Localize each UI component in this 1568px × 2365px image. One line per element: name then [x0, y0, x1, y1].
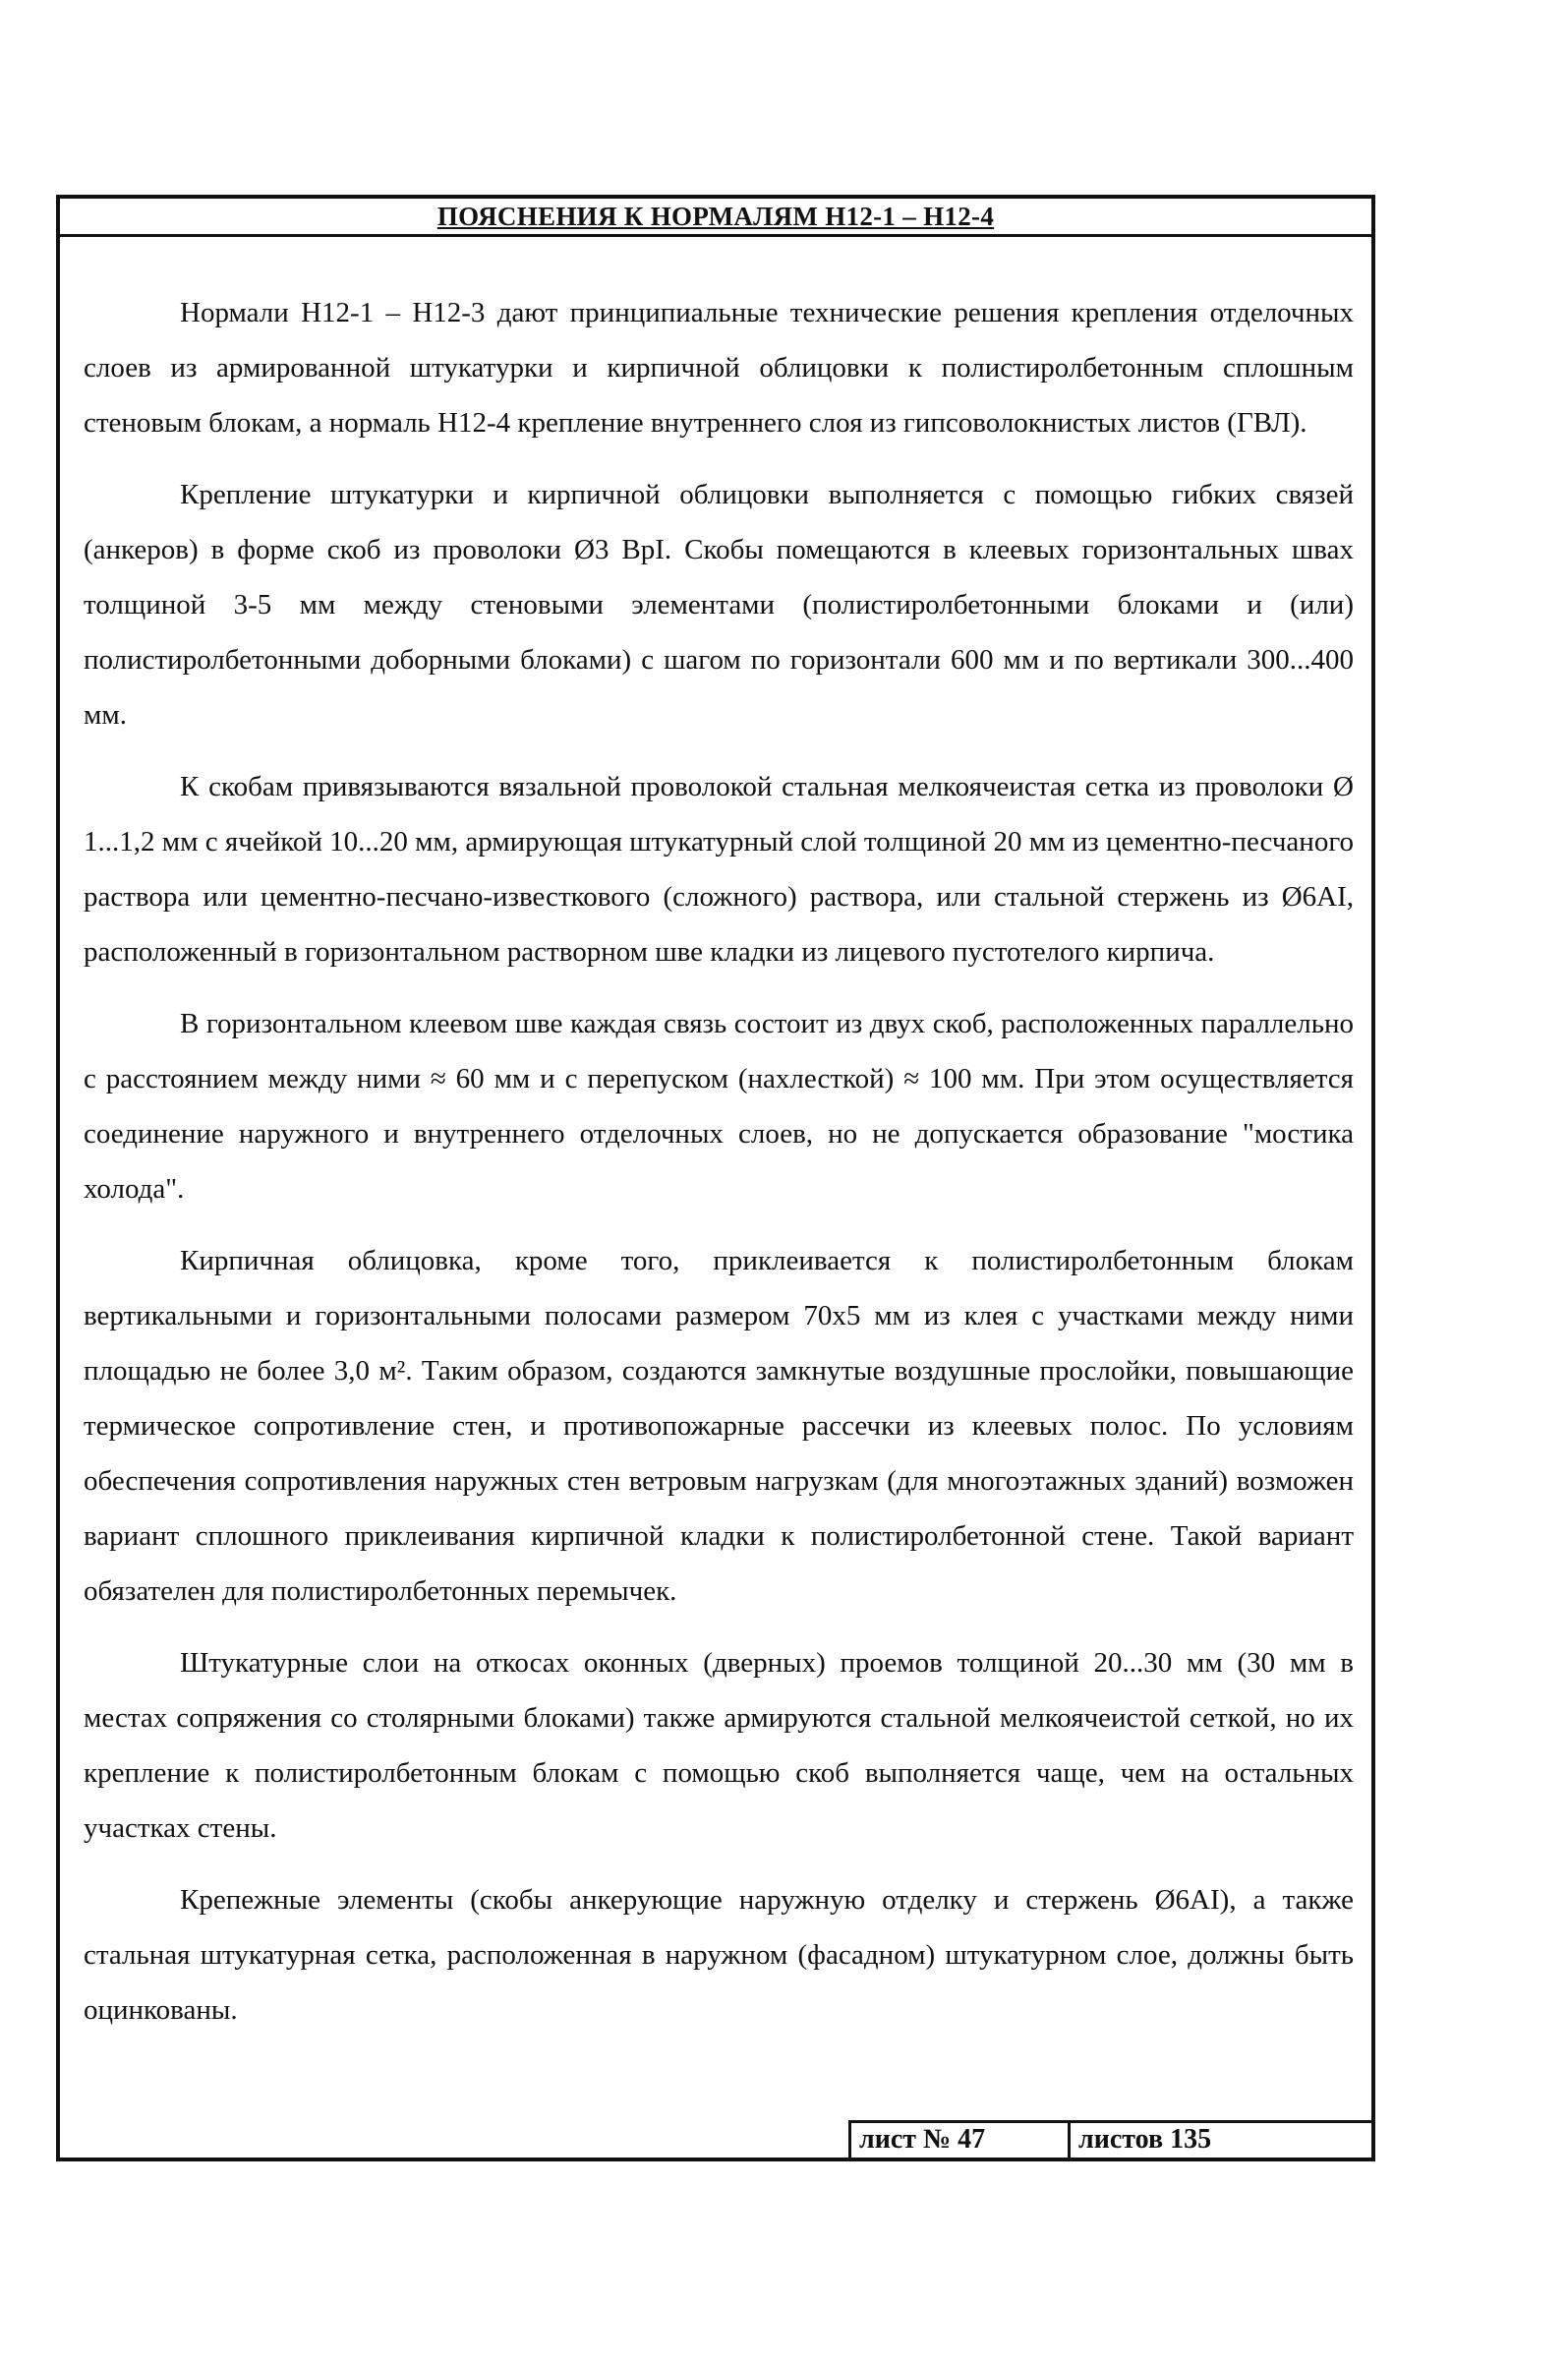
paragraph: К скобам привязываются вязальной проволокой стальная мелкоячеистая сетка из проволоки Ø 1...1,2 мм с ячейкой 10...20 мм, армирующая штукатурный слой толщиной 20 мм из цементно-песчаного раствора или цементно-песчано-известкового (сложного) раствора, или стальной стержень из Ø6АI, расположенный в горизонтальном растворном шве кладки из лицевого пустотелого кирпича.: [84, 771, 1354, 968]
sheet-total: листов 135: [1078, 2124, 1212, 2155]
document-frame: [56, 195, 1375, 2161]
page-title: ПОЯСНЕНИЯ К НОРМАЛЯМ Н12-1 – Н12-4: [436, 202, 995, 231]
paragraph: Штукатурные слои на откосах оконных (дверных) проемов толщиной 20...30 мм (30 мм в местах сопряжения со столярными блоками) также армируются стальной мелкоячеистой сеткой, но их крепление к полистиролбетонным блокам с помощью скоб выполняется чаще, чем на остальных участках стены.: [84, 1647, 1354, 1844]
document-body: [84, 285, 1354, 2054]
paragraph: В горизонтальном клеевом шве каждая связь состоит из двух скоб, расположенных параллельно с расстоянием между ними ≈ 60 мм и с перепуском (нахлесткой) ≈ 100 мм. При этом осуществляется соединение наружного и внутреннего отделочных слоев, но не допускается образование "мостика холода".: [84, 1008, 1354, 1205]
sheet-number: лист № 47: [851, 2123, 1071, 2158]
paragraph: Кирпичная облицовка, кроме того, приклеивается к полистиролбетонным блокам вертикальными и горизонтальными полосами размером 70х5 мм из клея с участками между ними площадью не более 3,0 м². Таким образом, создаются замкнутые воздушные прослойки, повышающие термическое сопротивление стен, и противопожарные рассечки из клеевых полос. По условиям обеспечения сопротивления наружных стен ветровым нагрузкам (для многоэтажных зданий) возможен вариант сплошного приклеивания кирпичной кладки к полистиролбетонной стене. Такой вариант обязателен для полистиролбетонных перемычек.: [84, 1245, 1354, 1607]
paragraph: Крепление штукатурки и кирпичной облицовки выполняется с помощью гибких связей (анкеров) в форме скоб из проволоки Ø3 ВрI. Скобы помещаются в клеевых горизонтальных швах толщиной 3-5 мм между стеновыми элементами (полистиролбетонными блоками и (или) полистиролбетонными доборными блоками) с шагом по горизонтали 600 мм и по вертикали 300...400 мм.: [84, 479, 1354, 731]
paragraph: Нормали Н12-1 – Н12-3 дают принципиальные технические решения крепления отделочных слоев из армированной штукатурки и кирпичной облицовки к полистиролбетонным сплошным стеновым блокам, а нормаль Н12-4 крепление внутреннего слоя из гипсоволокнистых листов (ГВЛ).: [84, 297, 1354, 439]
title-block: [848, 2120, 1371, 2158]
header-bar: [60, 199, 1371, 237]
paragraph: Крепежные элементы (скобы анкерующие наружную отделку и стержень Ø6АI), а также стальная штукатурная сетка, расположенная в наружном (фасадном) штукатурном слое, должны быть оцинкованы.: [84, 1884, 1354, 2026]
